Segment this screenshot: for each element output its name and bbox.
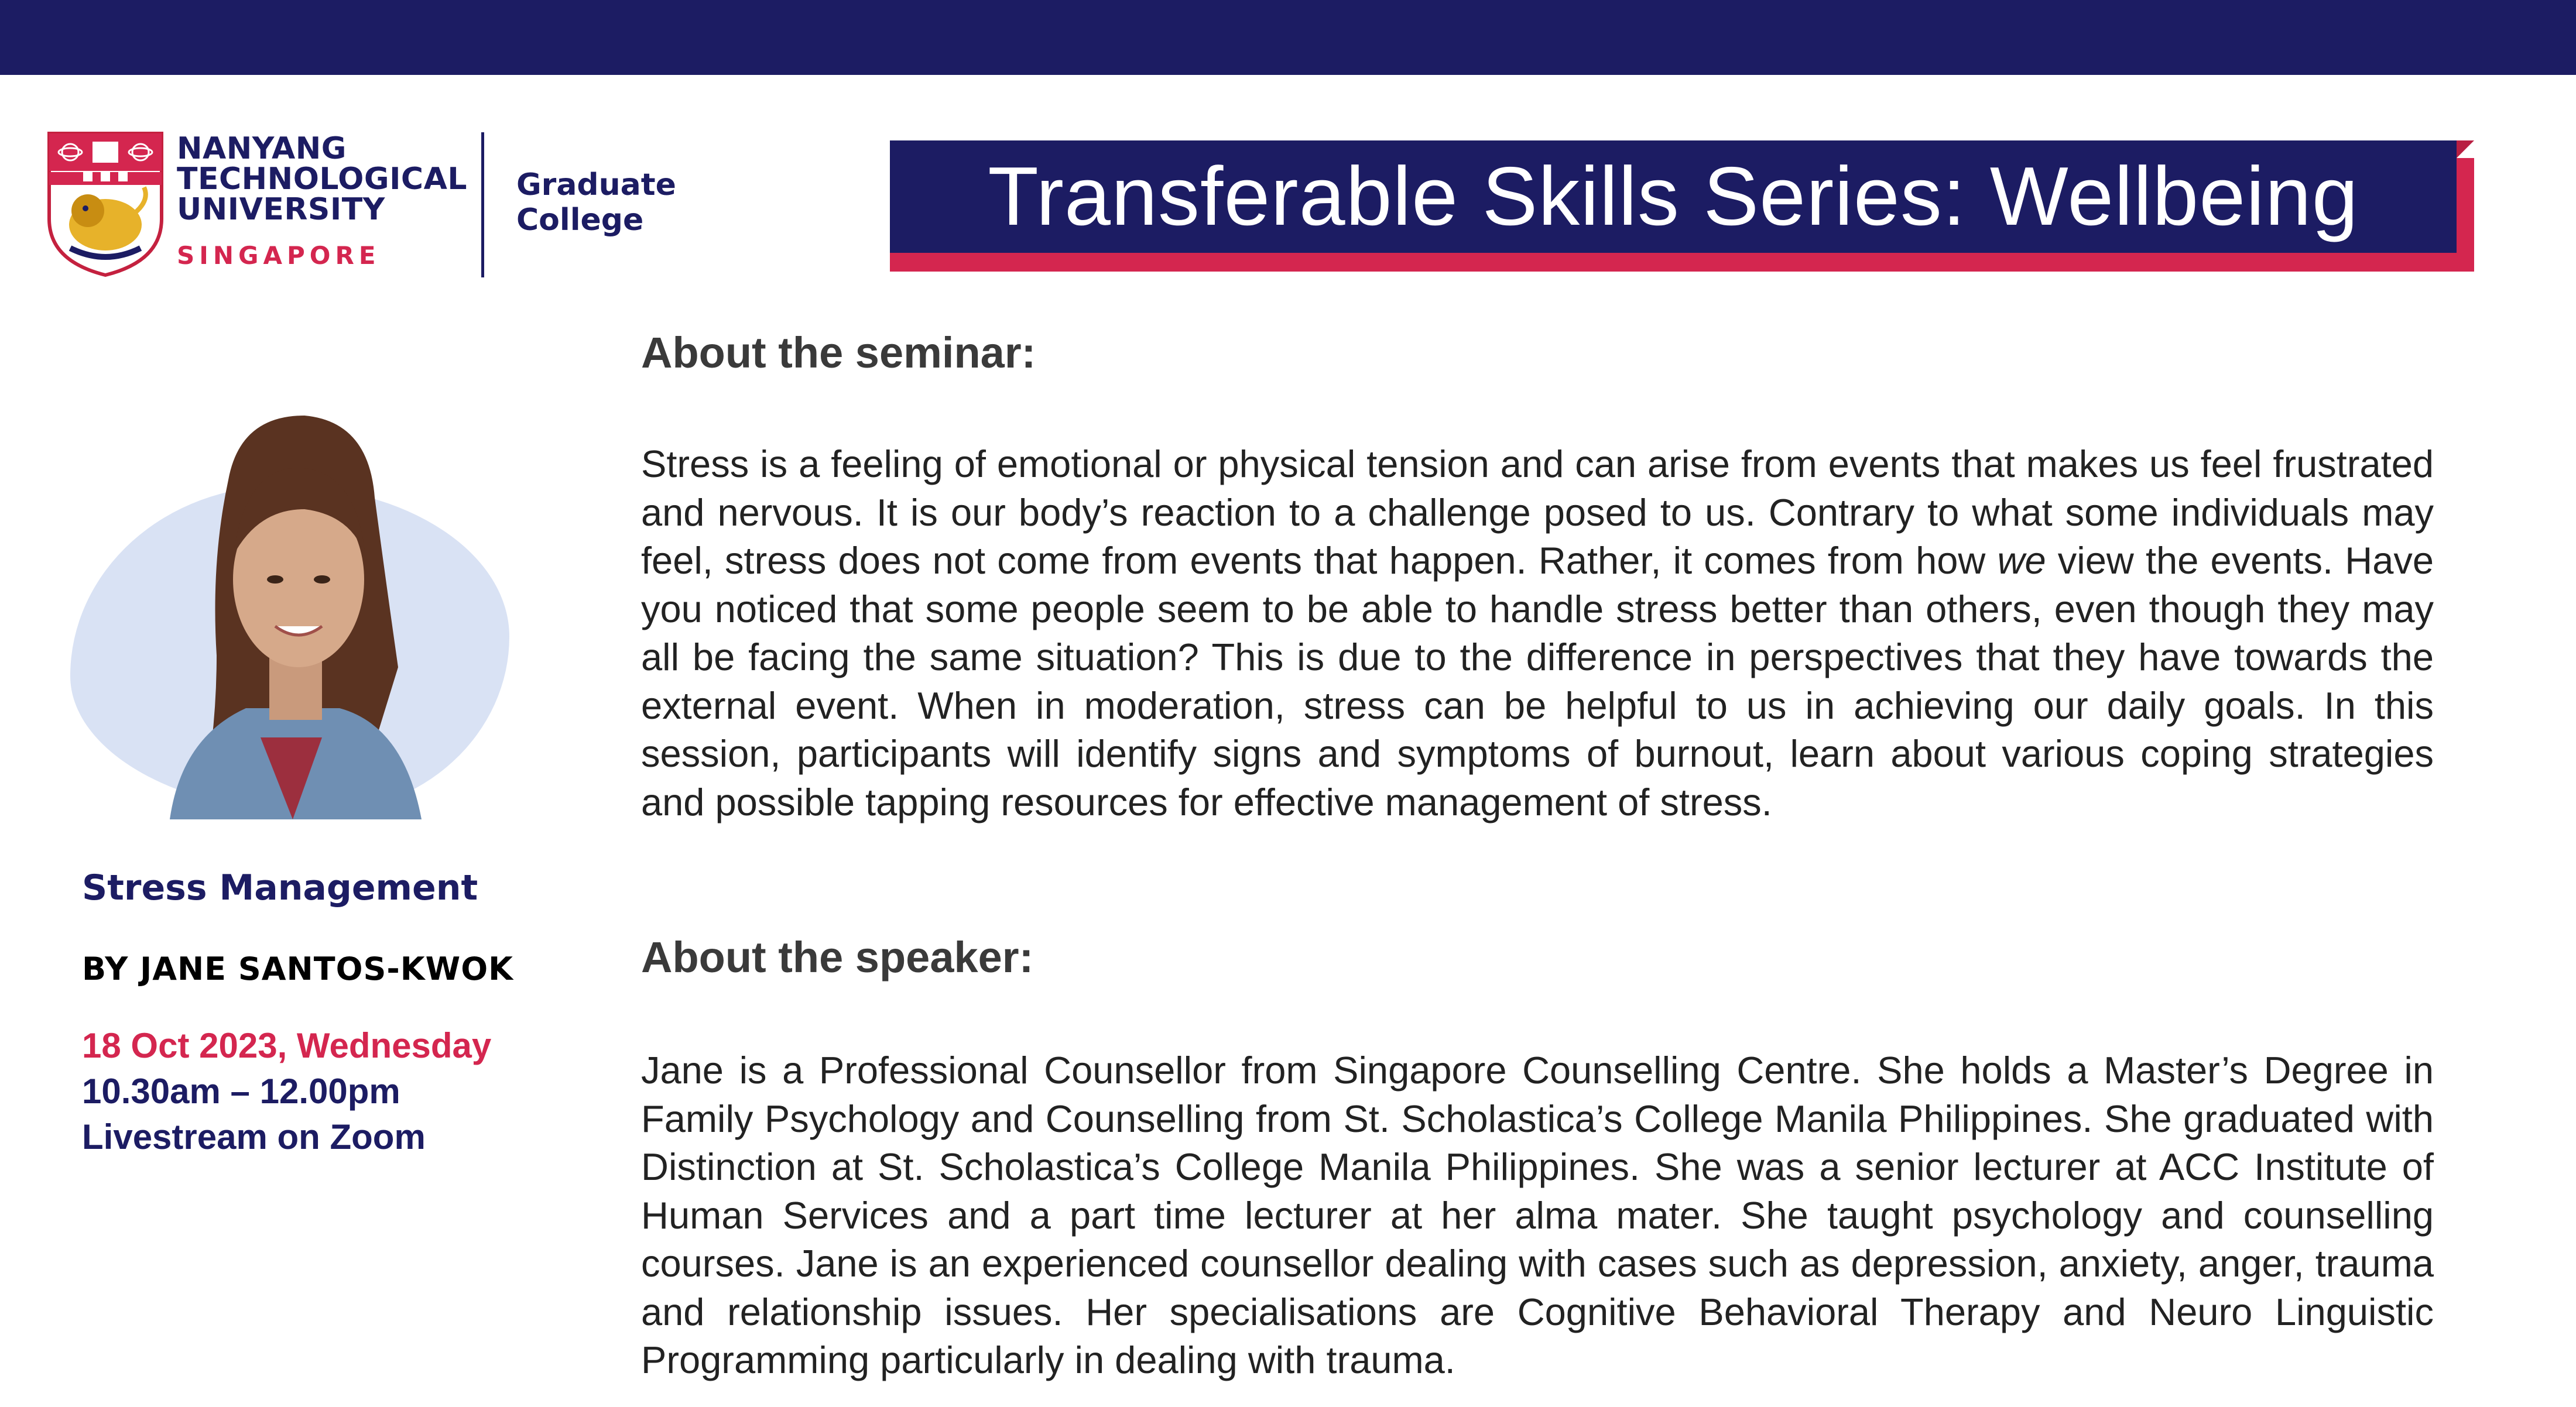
speaker-portrait (129, 410, 457, 819)
logo-divider (481, 132, 484, 277)
seminar-text-part: view the events. Have you noticed that some people seem to be able to handle stress better than others, even though they may all be facing the same situation? This is due to the difference in perspectives that they have towards the external event. When in moderation, stress can be helpful to us in achieving our daily goals. In this session, participants will identify signs and symptoms of burnout, learn about various coping strategies and possible tapping resources for effective management of stress. (641, 539, 2434, 823)
title-banner-corner (2457, 140, 2474, 158)
ntu-logo (47, 130, 785, 276)
university-country: SINGAPORE (177, 241, 381, 270)
seminar-description (641, 440, 2434, 826)
event-details (82, 1023, 491, 1160)
event-venue: Livestream on Zoom (82, 1117, 426, 1157)
top-bar (0, 0, 2576, 75)
event-date: 18 Oct 2023, Wednesday (82, 1026, 492, 1065)
speaker-byline: BY JANE SANTOS-KWOK (82, 950, 513, 987)
title-banner (890, 140, 2457, 253)
college-name: Graduate College (516, 167, 676, 238)
seminar-text-part: Stress is a feeling of emotional or physical tension and can arise from events that makes us feel frustrated and nervous. It is our body’s reaction to a challenge posed to us. Contrary to what some individuals may feel, stress does not come from events that happen. Rather, it comes from how (641, 442, 2434, 582)
university-name-line: NANYANG (177, 131, 347, 166)
speaker-heading: About the speaker: (641, 933, 1034, 982)
speaker-bio: Jane is a Professional Counsellor from Singapore Counselling Centre. She holds a Master’s Degree in Family Psychology and Counselling from St. Scholastica’s College Manila Philippines. She graduated with Distinction at St. Scholastica’s College Manila Philippines. She was a senior lecturer at ACC Institute of Human Services and a part time lecturer at her alma mater. She taught psychology and counselling courses. Jane is an experienced counsellor dealing with cases such as depression, anxiety, anger, trauma and relationship issues. Her specialisations are Cognitive Behavioral Therapy and Neuro Linguistic Programming particularly in dealing with trauma. (641, 1049, 2434, 1381)
seminar-emphasis: we (1997, 539, 2046, 582)
ntu-crest-icon (47, 131, 164, 277)
series-title: Transferable Skills Series: Wellbeing (988, 150, 2359, 243)
seminar-heading: About the seminar: (641, 328, 1036, 377)
university-name-line: TECHNOLOGICAL (177, 162, 467, 197)
university-name (177, 133, 467, 225)
university-name-line: UNIVERSITY (177, 192, 385, 227)
event-time: 10.30am – 12.00pm (82, 1072, 400, 1111)
talk-title: Stress Management (82, 867, 478, 908)
